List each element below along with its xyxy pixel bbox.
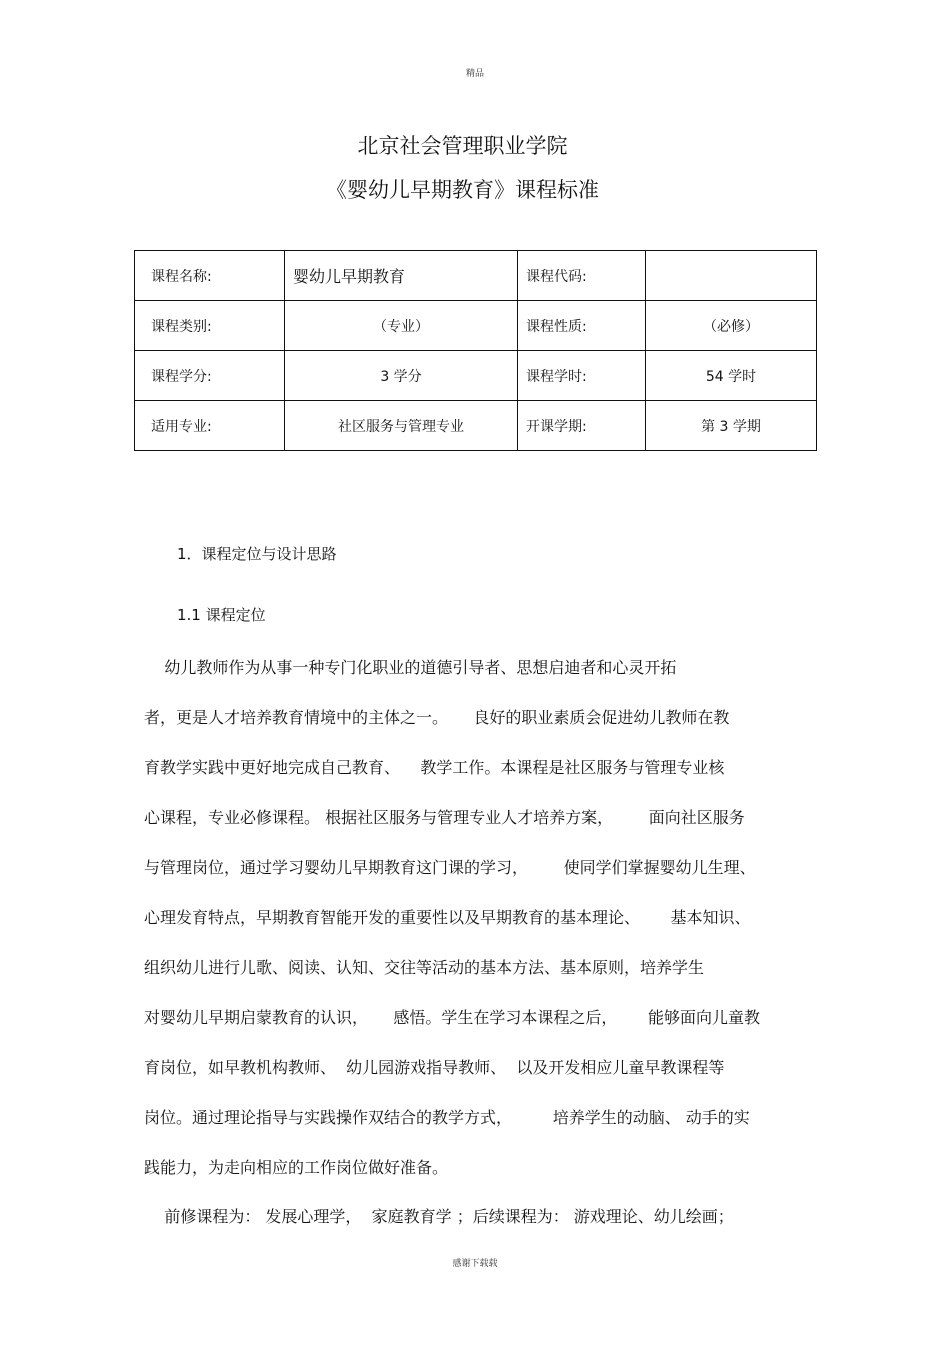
value-semester: 第 3 学期 [646, 401, 817, 451]
value-course-nature: （必修） [646, 301, 817, 351]
label-course-code: 课程代码: [518, 251, 646, 301]
value-course-code [646, 251, 817, 301]
body-line: 育岗位，如早教机构教师、 幼儿园游戏指导教师、 以及开发相应儿童早教课程等 [144, 1058, 725, 1077]
body-line: 者，更是人才培养教育情境中的主体之一。 良好的职业素质会促进幼儿教师在教 [144, 708, 730, 727]
value-course-name: 婴幼儿早期教育 [285, 251, 518, 301]
body-line: 岗位。通过理论指导与实践操作双结合的教学方式， 培养学生的动脑、 动手的实 [144, 1108, 750, 1127]
value-applicable-major: 社区服务与管理专业 [285, 401, 518, 451]
body-line: 与管理岗位，通过学习婴幼儿早期教育这门课的学习， 使同学们掌握婴幼儿生理、 [144, 858, 756, 877]
label-course-nature: 课程性质: [518, 301, 646, 351]
course-info-table [134, 250, 817, 451]
table-row [135, 351, 817, 401]
label-course-credits: 课程学分: [135, 351, 285, 401]
label-applicable-major: 适用专业: [135, 401, 285, 451]
body-line: 对婴幼儿早期启蒙教育的认识， 感悟。学生在学习本课程之后， 能够面向儿童教 [144, 1008, 760, 1027]
body-line: 组织幼儿进行儿歌、阅读、认知、交往等活动的基本方法、基本原则，培养学生 [144, 958, 705, 977]
table-row [135, 251, 817, 301]
footer-watermark: 感谢下载载 [452, 1259, 498, 1269]
page-title-course: 《婴幼儿早期教育》课程标准 [326, 178, 599, 202]
body-line: 心理发育特点，早期教育智能开发的重要性以及早期教育的基本理论、 基本知识、 [144, 908, 751, 927]
label-course-name: 课程名称: [135, 251, 285, 301]
section-heading-1: 1．课程定位与设计思路 [177, 545, 337, 563]
body-line: 幼儿教师作为从事一种专门化职业的道德引导者、思想启迪者和心灵开拓 [144, 658, 677, 677]
value-course-hours: 54 学时 [646, 351, 817, 401]
header-watermark: 精品 [465, 69, 484, 79]
prerequisite-courses: 前修课程为： 发展心理学， 家庭教育学 ；后续课程为： 游戏理论、幼儿绘画； [144, 1207, 734, 1226]
body-line: 育教学实践中更好地完成自己教育、 教学工作。本课程是社区服务与管理专业核 [144, 758, 725, 777]
section-heading-1-1: 1.1 课程定位 [177, 606, 266, 624]
label-course-hours: 课程学时: [518, 351, 646, 401]
value-course-category: （专业） [285, 301, 518, 351]
table-row [135, 301, 817, 351]
label-course-category: 课程类别: [135, 301, 285, 351]
body-line: 心课程，专业必修课程。 根据社区服务与管理专业人才培养方案， 面向社区服务 [144, 808, 745, 827]
value-course-credits: 3 学分 [285, 351, 518, 401]
body-line: 践能力，为走向相应的工作岗位做好准备。 [144, 1158, 449, 1177]
table-row [135, 401, 817, 451]
label-semester: 开课学期: [518, 401, 646, 451]
page-title-school: 北京社会管理职业学院 [357, 134, 568, 158]
